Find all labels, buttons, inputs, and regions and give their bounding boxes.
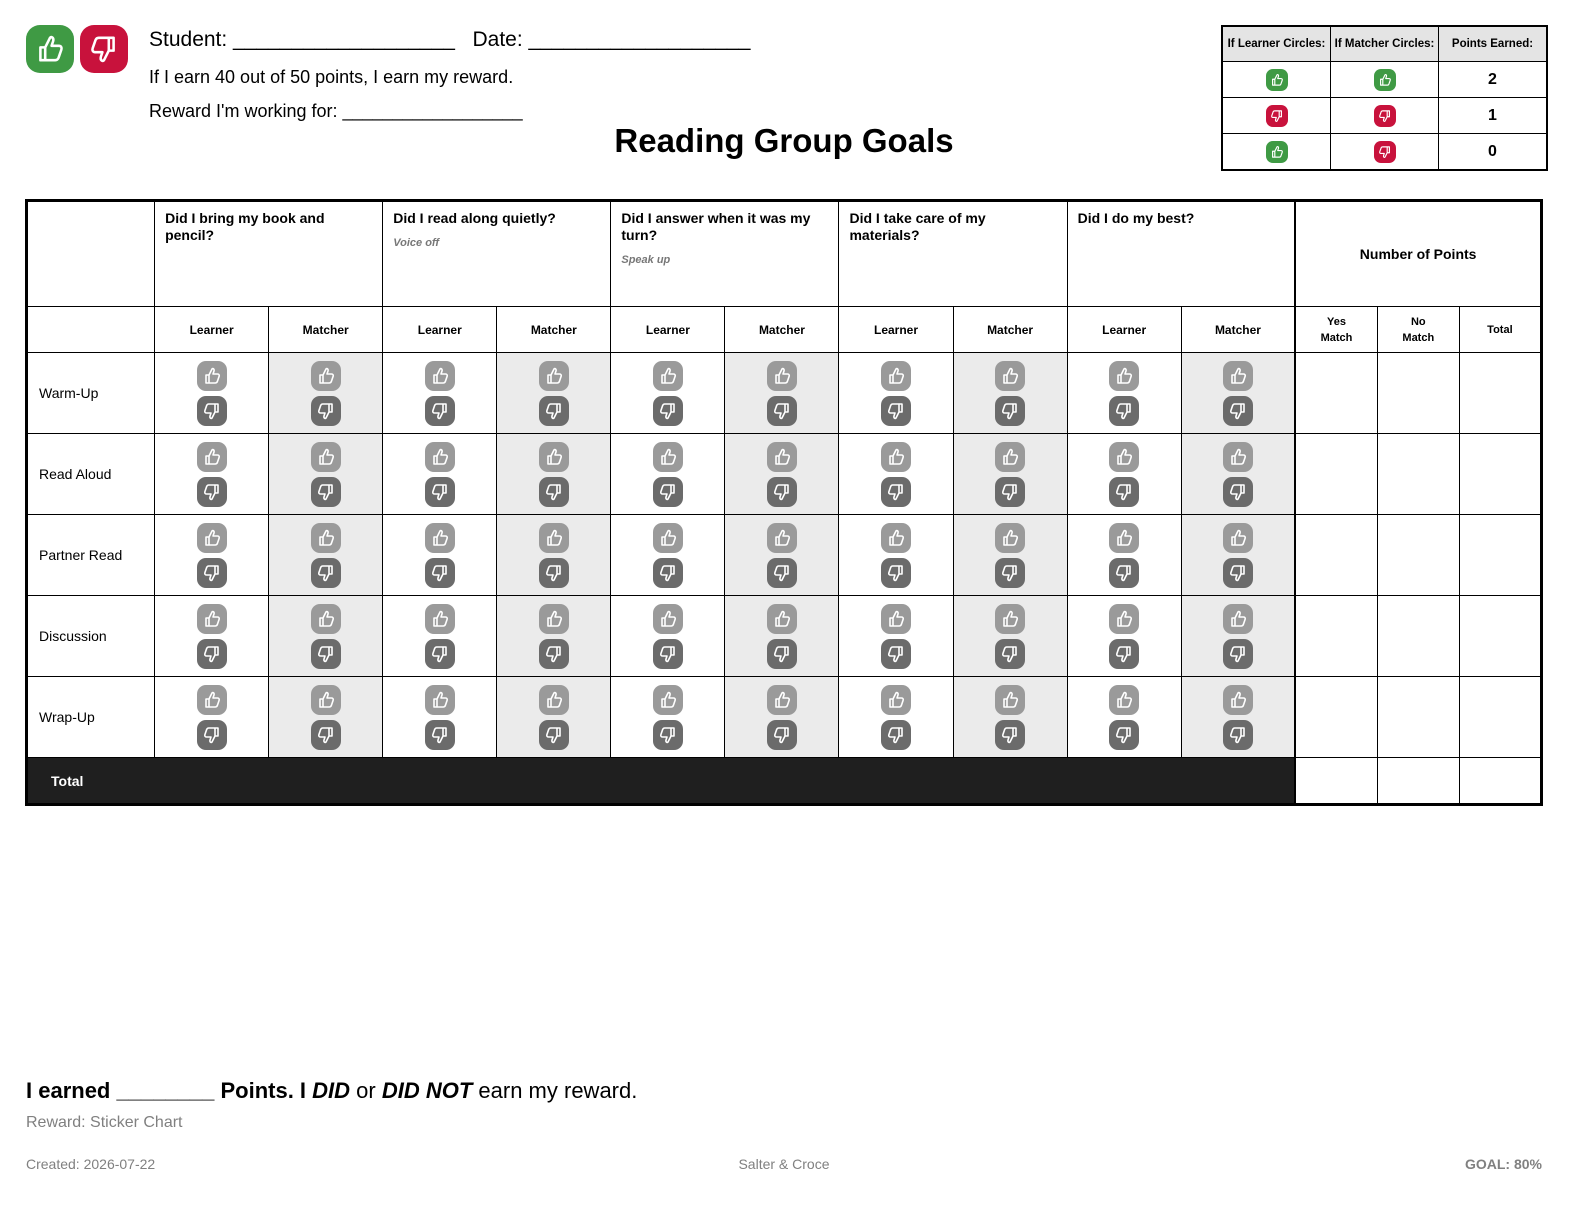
reward-name: Reward: Sticker Chart: [26, 1114, 183, 1131]
matcher-rating-cell: [725, 434, 839, 515]
thumbs-down-icon[interactable]: [197, 639, 227, 669]
question-text: Did I answer when it was my turn?: [621, 210, 811, 243]
legend-points: 2: [1439, 62, 1548, 98]
learner-header: Learner: [1067, 307, 1181, 353]
thumbs-down-icon[interactable]: [1223, 639, 1253, 669]
learner-rating-cell: [383, 434, 497, 515]
row-label: Read Aloud: [27, 434, 155, 515]
legend-header-learner: If Learner Circles:: [1222, 26, 1331, 62]
thumbs-down-icon: [1374, 105, 1396, 127]
thumbs-down-icon[interactable]: [881, 558, 911, 588]
yes-match-cell[interactable]: [1295, 677, 1377, 758]
question-header: [839, 201, 1067, 307]
thumbs-up-icon[interactable]: [881, 361, 911, 391]
thumbs-up-icon[interactable]: [425, 523, 455, 553]
learner-rating-cell: [383, 596, 497, 677]
thumbs-up-icon[interactable]: [653, 523, 683, 553]
thumbs-up-icon[interactable]: [311, 442, 341, 472]
total-cell[interactable]: [1459, 596, 1541, 677]
total-row: [27, 758, 1542, 805]
thumbs-up-icon[interactable]: [995, 604, 1025, 634]
question-header: [383, 201, 611, 307]
question-header: [155, 201, 383, 307]
thumbs-down-icon[interactable]: [311, 396, 341, 426]
total-cell[interactable]: [1459, 353, 1541, 434]
matcher-rating-cell: [1181, 596, 1295, 677]
matcher-rating-cell: [269, 515, 383, 596]
thumbs-up-icon[interactable]: [311, 685, 341, 715]
matcher-header: Matcher: [1181, 307, 1295, 353]
learner-header: Learner: [383, 307, 497, 353]
no-match-cell[interactable]: [1377, 515, 1459, 596]
thumbs-down-icon[interactable]: [1223, 558, 1253, 588]
legend-header-points: Points Earned:: [1439, 26, 1548, 62]
thumbs-up-icon[interactable]: [653, 361, 683, 391]
learner-rating-cell: [383, 677, 497, 758]
question-text: Did I take care of my materials?: [849, 210, 986, 243]
thumbs-up-icon[interactable]: [1109, 685, 1139, 715]
legend-points: 0: [1439, 134, 1548, 171]
student-date-line: Student: ___________________ Date: ___________________: [149, 28, 751, 51]
thumbs-up-icon[interactable]: [311, 604, 341, 634]
matcher-rating-cell: [497, 434, 611, 515]
thumbs-down-icon[interactable]: [425, 396, 455, 426]
matcher-rating-cell: [953, 677, 1067, 758]
thumbs-down-icon[interactable]: [539, 639, 569, 669]
no-match-cell[interactable]: [1377, 434, 1459, 515]
thumbs-up-icon[interactable]: [539, 604, 569, 634]
learner-rating-cell: [155, 677, 269, 758]
matcher-rating-cell: [725, 596, 839, 677]
thumbs-down-icon[interactable]: [1109, 720, 1139, 750]
yes-match-header: Yes Match: [1295, 307, 1377, 353]
did-text: DID: [312, 1078, 351, 1103]
thumbs-down-icon[interactable]: [653, 477, 683, 507]
question-header: [1067, 201, 1295, 307]
learner-rating-cell: [383, 353, 497, 434]
earned-statement: [26, 1078, 637, 1104]
thumbs-down-icon[interactable]: [881, 720, 911, 750]
logo: [26, 25, 128, 73]
thumbs-up-icon[interactable]: [767, 361, 797, 391]
thumbs-down-icon[interactable]: [539, 477, 569, 507]
learner-header: Learner: [839, 307, 953, 353]
matcher-rating-cell: [953, 353, 1067, 434]
thumbs-up-icon[interactable]: [1223, 604, 1253, 634]
matcher-rating-cell: [1181, 677, 1295, 758]
total-header: Total: [1459, 307, 1541, 353]
legend-row: [1222, 134, 1547, 171]
page-title: Reading Group Goals: [614, 122, 954, 159]
row-label: Wrap-Up: [27, 677, 155, 758]
question-hint: Speak up: [621, 254, 671, 266]
total-cell[interactable]: [1459, 677, 1541, 758]
goal-percent: GOAL: 80%: [1464, 1156, 1542, 1172]
thumbs-up-icon[interactable]: [539, 523, 569, 553]
matcher-header: Matcher: [953, 307, 1067, 353]
thumbs-down-icon[interactable]: [995, 720, 1025, 750]
thumbs-up-icon[interactable]: [767, 685, 797, 715]
blank-cell: [27, 307, 155, 353]
matcher-rating-cell: [953, 434, 1067, 515]
question-text: Did I do my best?: [1077, 210, 1195, 226]
total-cell[interactable]: [1459, 515, 1541, 596]
goals-grid: [25, 199, 1543, 806]
thumbs-down-icon[interactable]: [881, 639, 911, 669]
thumbs-down-icon: [80, 25, 128, 73]
thumbs-up-icon: [26, 25, 74, 73]
thumbs-down-icon[interactable]: [311, 639, 341, 669]
thumbs-down-icon[interactable]: [881, 396, 911, 426]
reward-line: Reward I'm working for: __________________: [149, 101, 523, 121]
thumbs-down-icon[interactable]: [197, 720, 227, 750]
matcher-rating-cell: [1181, 353, 1295, 434]
thumbs-down-icon[interactable]: [995, 477, 1025, 507]
matcher-rating-cell: [497, 353, 611, 434]
thumbs-down-icon[interactable]: [995, 558, 1025, 588]
thumbs-up-icon[interactable]: [995, 442, 1025, 472]
thumbs-down-icon[interactable]: [425, 477, 455, 507]
yes-match-cell[interactable]: [1295, 434, 1377, 515]
thumbs-down-icon[interactable]: [1109, 477, 1139, 507]
learner-rating-cell: [1067, 515, 1181, 596]
thumbs-up-icon[interactable]: [1223, 523, 1253, 553]
total-no-match-cell[interactable]: [1377, 758, 1459, 805]
question-header: [611, 201, 839, 307]
thumbs-up-icon[interactable]: [425, 604, 455, 634]
learner-rating-cell: [155, 596, 269, 677]
thumbs-down-icon[interactable]: [539, 558, 569, 588]
thumbs-down-icon[interactable]: [1223, 720, 1253, 750]
no-match-cell[interactable]: [1377, 596, 1459, 677]
or-text: or: [350, 1078, 382, 1103]
thumbs-down-icon[interactable]: [767, 396, 797, 426]
learner-rating-cell: [611, 353, 725, 434]
thumbs-down-icon[interactable]: [767, 477, 797, 507]
learner-rating-cell: [1067, 677, 1181, 758]
question-hint: Voice off: [393, 237, 440, 249]
thumbs-down-icon[interactable]: [1223, 396, 1253, 426]
thumbs-up-icon[interactable]: [311, 523, 341, 553]
thumbs-up-icon: [1266, 69, 1288, 91]
thumbs-down-icon[interactable]: [881, 477, 911, 507]
thumbs-up-icon[interactable]: [1223, 361, 1253, 391]
legend-points: 1: [1439, 98, 1548, 134]
thumbs-down-icon[interactable]: [653, 558, 683, 588]
row-label: Discussion: [27, 596, 155, 677]
thumbs-up-icon[interactable]: [881, 442, 911, 472]
role-header-row: [27, 307, 1542, 353]
thumbs-up-icon[interactable]: [539, 685, 569, 715]
matcher-rating-cell: [497, 596, 611, 677]
table-row: [27, 515, 1542, 596]
thumbs-up-icon[interactable]: [995, 361, 1025, 391]
matcher-rating-cell: [269, 434, 383, 515]
learner-rating-cell: [839, 515, 953, 596]
learner-rating-cell: [155, 353, 269, 434]
thumbs-up-icon[interactable]: [425, 442, 455, 472]
thumbs-down-icon[interactable]: [653, 639, 683, 669]
thumbs-up-icon[interactable]: [425, 361, 455, 391]
thumbs-up-icon[interactable]: [1109, 361, 1139, 391]
thumbs-down-icon[interactable]: [311, 720, 341, 750]
learner-rating-cell: [1067, 434, 1181, 515]
thumbs-down-icon[interactable]: [1109, 396, 1139, 426]
thumbs-up-icon[interactable]: [1109, 442, 1139, 472]
thumbs-up-icon[interactable]: [653, 442, 683, 472]
legend-row: [1222, 62, 1547, 98]
thumbs-up-icon[interactable]: [311, 361, 341, 391]
number-of-points-header: Number of Points: [1295, 201, 1541, 307]
matcher-rating-cell: [269, 353, 383, 434]
row-label: Partner Read: [27, 515, 155, 596]
learner-rating-cell: [383, 515, 497, 596]
thumbs-up-icon: [1266, 141, 1288, 163]
thumbs-down-icon[interactable]: [311, 558, 341, 588]
table-row: [27, 434, 1542, 515]
thumbs-down-icon[interactable]: [1223, 477, 1253, 507]
thumbs-down-icon[interactable]: [653, 720, 683, 750]
matcher-rating-cell: [725, 677, 839, 758]
total-cell[interactable]: [1459, 434, 1541, 515]
corner-cell: [27, 201, 155, 307]
learner-rating-cell: [611, 596, 725, 677]
total-yes-match-cell[interactable]: [1295, 758, 1377, 805]
thumbs-down-icon[interactable]: [995, 396, 1025, 426]
thumbs-up-icon[interactable]: [767, 523, 797, 553]
matcher-rating-cell: [269, 596, 383, 677]
matcher-rating-cell: [953, 596, 1067, 677]
thumbs-up-icon[interactable]: [197, 685, 227, 715]
thumbs-up-icon[interactable]: [995, 685, 1025, 715]
learner-rating-cell: [611, 677, 725, 758]
table-row: [27, 596, 1542, 677]
matcher-rating-cell: [725, 515, 839, 596]
thumbs-up-icon[interactable]: [197, 604, 227, 634]
thumbs-down-icon[interactable]: [197, 477, 227, 507]
thumbs-up-icon[interactable]: [539, 442, 569, 472]
table-row: [27, 353, 1542, 434]
yes-match-cell[interactable]: [1295, 515, 1377, 596]
legend-row: [1222, 98, 1547, 134]
thumbs-up-icon[interactable]: [881, 685, 911, 715]
thumbs-up-icon[interactable]: [1109, 604, 1139, 634]
thumbs-up-icon[interactable]: [767, 442, 797, 472]
row-label: Warm-Up: [27, 353, 155, 434]
legend-header-matcher: If Matcher Circles:: [1331, 26, 1439, 62]
no-match-cell[interactable]: [1377, 677, 1459, 758]
question-text: Did I bring my book and pencil?: [165, 210, 325, 243]
thumbs-down-icon[interactable]: [197, 396, 227, 426]
total-label: Total: [27, 758, 1296, 805]
thumbs-down-icon[interactable]: [311, 477, 341, 507]
question-text: Did I read along quietly?: [393, 210, 556, 226]
matcher-rating-cell: [1181, 515, 1295, 596]
thumbs-down-icon: [1266, 105, 1288, 127]
question-header-row: [27, 201, 1542, 307]
matcher-header: Matcher: [269, 307, 383, 353]
thumbs-up-icon[interactable]: [1109, 523, 1139, 553]
matcher-rating-cell: [725, 353, 839, 434]
thumbs-up-icon[interactable]: [197, 523, 227, 553]
no-match-cell[interactable]: [1377, 353, 1459, 434]
learner-rating-cell: [155, 434, 269, 515]
thumbs-up-icon[interactable]: [197, 361, 227, 391]
thumbs-down-icon[interactable]: [539, 396, 569, 426]
thumbs-up-icon[interactable]: [653, 685, 683, 715]
thumbs-up-icon[interactable]: [653, 604, 683, 634]
learner-rating-cell: [839, 677, 953, 758]
thumbs-down-icon[interactable]: [425, 558, 455, 588]
thumbs-down-icon[interactable]: [197, 558, 227, 588]
did-not-text: DID NOT: [381, 1078, 473, 1103]
thumbs-down-icon: [1374, 141, 1396, 163]
thumbs-down-icon[interactable]: [995, 639, 1025, 669]
matcher-rating-cell: [269, 677, 383, 758]
learner-rating-cell: [611, 515, 725, 596]
matcher-header: Matcher: [497, 307, 611, 353]
learner-rating-cell: [839, 353, 953, 434]
thumbs-down-icon[interactable]: [767, 639, 797, 669]
thumbs-up-icon[interactable]: [197, 442, 227, 472]
thumbs-down-icon[interactable]: [539, 720, 569, 750]
matcher-rating-cell: [1181, 434, 1295, 515]
thumbs-up-icon[interactable]: [539, 361, 569, 391]
total-total-cell[interactable]: [1459, 758, 1541, 805]
created-date: Created: 2026-07-22: [26, 1156, 156, 1172]
thumbs-up-icon: [1374, 69, 1396, 91]
thumbs-up-icon[interactable]: [1223, 442, 1253, 472]
learner-rating-cell: [611, 434, 725, 515]
thumbs-up-icon[interactable]: [1223, 685, 1253, 715]
matcher-rating-cell: [953, 515, 1067, 596]
matcher-header: Matcher: [725, 307, 839, 353]
learner-header: Learner: [611, 307, 725, 353]
thumbs-up-icon[interactable]: [995, 523, 1025, 553]
yes-match-cell[interactable]: [1295, 596, 1377, 677]
thumbs-up-icon[interactable]: [767, 604, 797, 634]
learner-rating-cell: [1067, 353, 1181, 434]
learner-rating-cell: [839, 434, 953, 515]
learner-header: Learner: [155, 307, 269, 353]
thumbs-down-icon[interactable]: [1109, 558, 1139, 588]
thumbs-down-icon[interactable]: [425, 720, 455, 750]
thumbs-down-icon[interactable]: [425, 639, 455, 669]
learner-rating-cell: [155, 515, 269, 596]
matcher-rating-cell: [497, 515, 611, 596]
yes-match-cell[interactable]: [1295, 353, 1377, 434]
thumbs-down-icon[interactable]: [1109, 639, 1139, 669]
matcher-rating-cell: [497, 677, 611, 758]
thumbs-up-icon[interactable]: [425, 685, 455, 715]
table-row: [27, 677, 1542, 758]
thumbs-down-icon[interactable]: [653, 396, 683, 426]
learner-rating-cell: [839, 596, 953, 677]
goal-line: If I earn 40 out of 50 points, I earn my reward.: [149, 67, 514, 87]
earned-suffix: earn my reward.: [472, 1078, 638, 1103]
points-legend: [1221, 25, 1548, 171]
no-match-header: No Match: [1377, 307, 1459, 353]
earned-prefix: I earned ________ Points. I: [26, 1078, 313, 1103]
author: Salter & Croce: [738, 1156, 830, 1172]
thumbs-up-icon[interactable]: [881, 604, 911, 634]
thumbs-up-icon[interactable]: [881, 523, 911, 553]
thumbs-down-icon[interactable]: [767, 720, 797, 750]
thumbs-down-icon[interactable]: [767, 558, 797, 588]
learner-rating-cell: [1067, 596, 1181, 677]
